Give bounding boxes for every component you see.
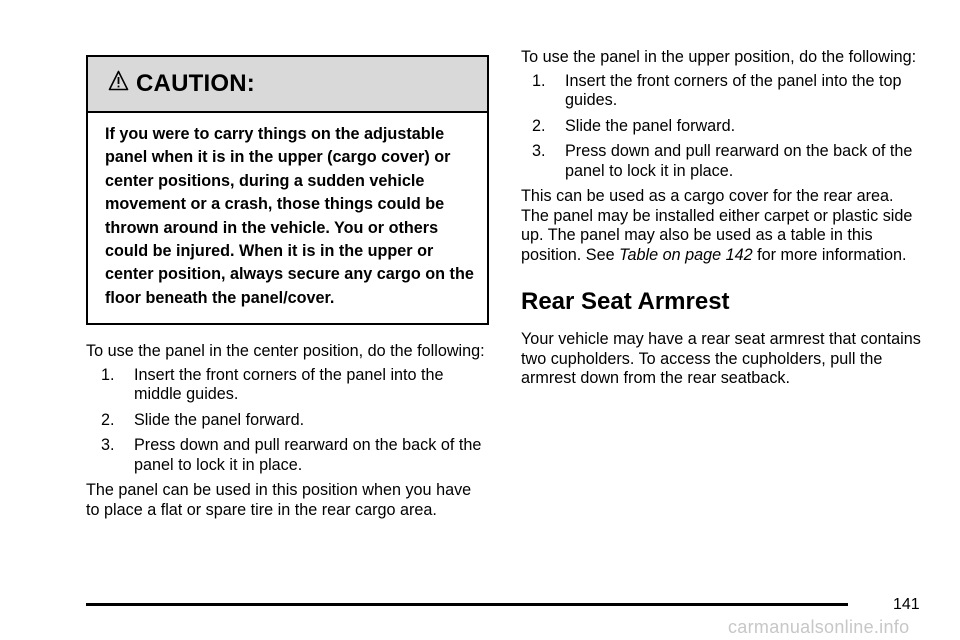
list-item [101,366,489,405]
caution-box [86,55,489,325]
list-item [532,72,921,111]
step-text: Press down and pull rearward on the back of the panel to lock it in place. [134,436,482,474]
watermark: carmanualsonline.info [728,617,910,637]
caution-title: CAUTION: [136,70,255,97]
list-item [101,411,489,431]
step-text: Insert the front corners of the panel into the middle guides. [134,365,444,404]
step-text: Slide the panel forward. [565,116,736,135]
list-item [532,117,921,137]
page-number: 141 [893,596,920,613]
step-number: 3. [532,142,546,160]
step-text: Press down and pull rearward on the back of the panel to lock it in place. [565,142,913,180]
caution-header [88,57,487,113]
left-column [86,55,489,520]
left-steps-list [86,366,489,476]
outro-text-end: for more information. [752,245,907,264]
step-number: 2. [101,410,115,429]
table-page-reference-link[interactable]: Table on page 142 [619,245,753,264]
step-text: Insert the front corners of the panel into the top guides. [565,71,902,109]
step-number: 1. [101,365,115,384]
step-number: 3. [101,436,115,455]
list-item [532,142,921,181]
step-number: 2. [532,116,546,135]
caution-text: If you were to carry things on the adjustable panel when it is in the upper (cargo cover) or center positions, during a sudden vehicle movement or a crash, those things could be thrown around in the vehicle. You or others could be injured. When it is in the upper or center position, always secure any cargo on the floor beneath the panel/cover. [105,125,474,307]
right-intro-paragraph: To use the panel in the upper position, do the following: [521,48,917,66]
step-text: Slide the panel forward. [134,410,305,429]
warning-triangle-icon [108,70,129,92]
footer-rule [86,603,848,606]
right-column [521,48,921,389]
outro-text: This can be used as a cargo cover for the rear area. The panel may be installed either carpet or plastic side up. The panel may also be used as a table in this position. See [521,187,913,264]
list-item [101,436,489,475]
section-heading: Rear Seat Armrest [521,288,730,315]
left-intro-paragraph: To use the panel in the center position, do the following: [86,342,485,361]
section-paragraph: Your vehicle may have a rear seat armrest that contains two cupholders. To access the cupholders, pull the armrest down from the rear seatback. [521,330,921,387]
right-outro-paragraph [521,187,921,265]
right-steps-list [521,72,921,182]
left-outro-paragraph: The panel can be used in this position when you have to place a flat or spare tire in the rear cargo area. [86,481,472,519]
step-number: 1. [532,71,546,90]
